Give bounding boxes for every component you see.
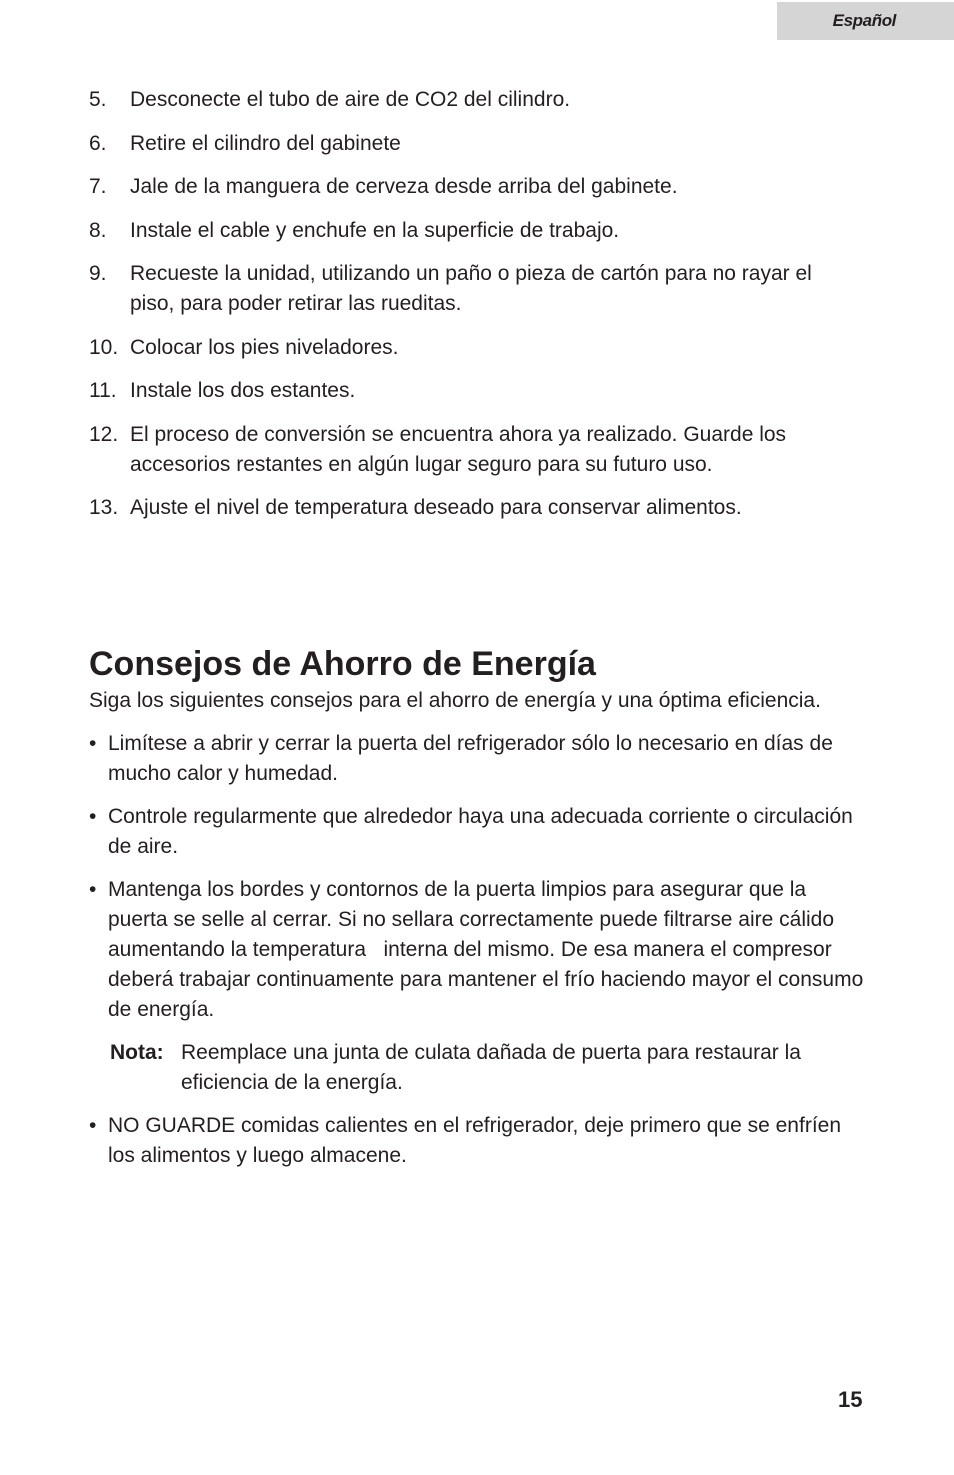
tip-text-line: puerta se selle al cerrar. Si no sellara correctamente puede filtrarse aire cálido bbox=[108, 908, 835, 931]
note-text-line: Reemplace una junta de culata dañada de puerta para restaurar la bbox=[181, 1041, 801, 1064]
step-number: 9. bbox=[89, 262, 107, 285]
note-block bbox=[110, 1038, 863, 1098]
section-intro: Siga los siguientes consejos para el ahorro de energía y una óptima eficiencia. bbox=[89, 689, 821, 712]
step-number: 11. bbox=[89, 379, 117, 402]
step-item bbox=[89, 493, 812, 523]
step-text-line: El proceso de conversión se encuentra ahora ya realizado. Guarde los bbox=[130, 422, 787, 446]
step-number: 10. bbox=[89, 335, 119, 359]
tip-text-line: los alimentos y luego almacene. bbox=[108, 1144, 407, 1167]
step-item bbox=[89, 172, 812, 202]
step-text bbox=[130, 172, 678, 202]
language-tab bbox=[777, 2, 954, 40]
step-item bbox=[89, 259, 812, 319]
step-number: 13. bbox=[89, 496, 119, 519]
tip-text bbox=[108, 875, 863, 1025]
step-text bbox=[130, 259, 812, 319]
note-text bbox=[181, 1038, 801, 1098]
step-number: 7. bbox=[89, 175, 107, 198]
tip-text-line: Mantenga los bordes y contornos de la puerta limpios para asegurar que la bbox=[108, 878, 807, 901]
tip-text-line: de aire. bbox=[108, 835, 179, 858]
step-text-line: Jale de la manguera de cerveza desde arriba del gabinete. bbox=[130, 175, 678, 198]
tip-text-line: mucho calor y humedad. bbox=[108, 762, 338, 785]
step-text-line: Desconecte el tubo de aire de CO2 del cilindro. bbox=[130, 88, 571, 111]
page-number: 15 bbox=[838, 1387, 863, 1412]
bullet-marker: • bbox=[89, 1114, 97, 1137]
step-text-line: Retire el cilindro del gabinete bbox=[130, 131, 401, 155]
tip-bullet-item bbox=[89, 1111, 863, 1171]
instruction-steps-list bbox=[89, 85, 812, 537]
step-item bbox=[89, 376, 812, 406]
language-tab-label: Español bbox=[832, 11, 896, 30]
bullet-marker: • bbox=[89, 878, 97, 901]
step-text-line: accesorios restantes en algún lugar seguro para su futuro uso. bbox=[130, 452, 713, 476]
step-text-line: Colocar los pies niveladores. bbox=[130, 335, 399, 359]
step-text bbox=[130, 85, 570, 115]
step-number: 6. bbox=[89, 131, 107, 155]
tip-text bbox=[108, 729, 833, 789]
bullet-marker: • bbox=[89, 732, 97, 755]
tip-bullet-item bbox=[89, 729, 863, 789]
tip-text-line: NO GUARDE comidas calientes en el refrigerador, deje primero que se enfríen bbox=[108, 1114, 842, 1137]
step-text bbox=[130, 376, 355, 406]
step-item bbox=[89, 129, 812, 159]
tip-bullet-item bbox=[89, 802, 863, 862]
tip-text-line: de energía. bbox=[108, 998, 215, 1021]
tip-text-line: deberá trabajar continuamente para mantener el frío haciendo mayor el consumo bbox=[108, 968, 864, 991]
step-item bbox=[89, 333, 812, 363]
step-item bbox=[89, 420, 812, 480]
step-text bbox=[130, 333, 398, 363]
tip-bullet-item bbox=[89, 875, 863, 1025]
step-text bbox=[130, 129, 401, 159]
step-text bbox=[130, 493, 742, 523]
step-number: 12. bbox=[89, 422, 119, 446]
tip-text-line: aumentando la temperatura interna del mismo. De esa manera el compresor bbox=[108, 938, 832, 961]
tip-text bbox=[108, 1111, 841, 1171]
energy-tips-section bbox=[89, 644, 863, 1184]
tip-text-line: Limítese a abrir y cerrar la puerta del refrigerador sólo lo necesario en días de bbox=[108, 732, 833, 755]
step-text-line: Instale el cable y enchufe en la superficie de trabajo. bbox=[130, 218, 620, 242]
step-text bbox=[130, 420, 786, 480]
step-number: 8. bbox=[89, 218, 107, 242]
tip-text-line: Controle regularmente que alrededor haya una adecuada corriente o circulación bbox=[108, 805, 853, 828]
step-text-line: Recueste la unidad, utilizando un paño o pieza de cartón para no rayar el bbox=[130, 262, 812, 285]
step-item bbox=[89, 85, 812, 115]
step-text-line: piso, para poder retirar las rueditas. bbox=[130, 292, 462, 315]
step-number: 5. bbox=[89, 88, 107, 111]
step-item bbox=[89, 216, 812, 246]
section-title: Consejos de Ahorro de Energía bbox=[89, 645, 596, 683]
note-label: Nota: bbox=[110, 1041, 164, 1064]
step-text bbox=[130, 216, 619, 246]
step-text-line: Instale los dos estantes. bbox=[130, 379, 356, 402]
bullet-marker: • bbox=[89, 805, 97, 828]
tip-text bbox=[108, 802, 853, 862]
step-text-line: Ajuste el nivel de temperatura deseado para conservar alimentos. bbox=[130, 496, 742, 519]
note-text-line: eficiencia de la energía. bbox=[181, 1071, 403, 1094]
